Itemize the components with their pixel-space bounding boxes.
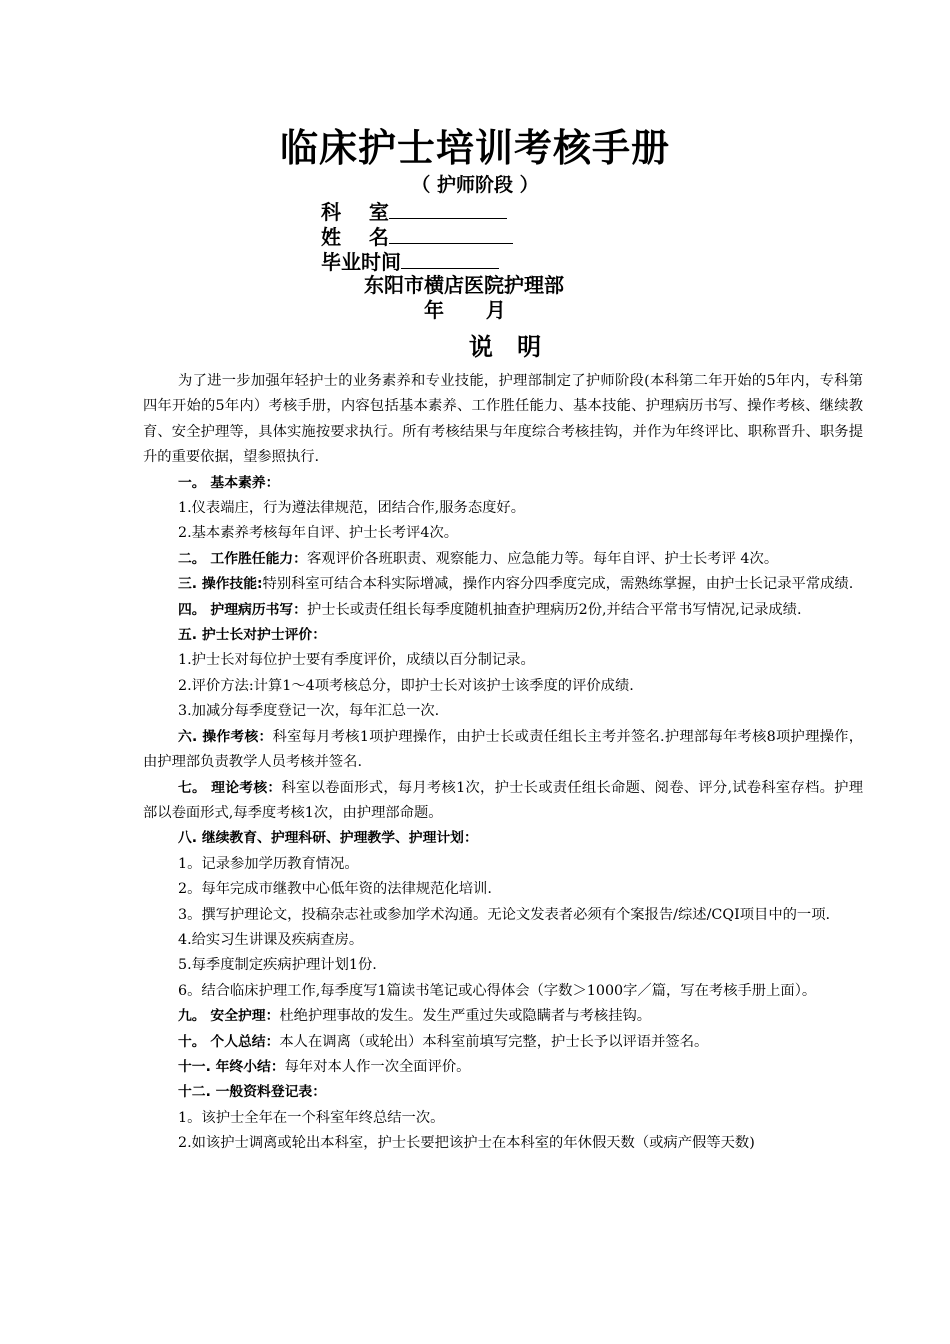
field-blank xyxy=(389,223,513,244)
instructions-body xyxy=(143,369,863,1157)
item-text: 1.仪表端庄，行为遵法律规范，团结合作,服务态度好。 xyxy=(178,500,526,517)
instruction-item xyxy=(143,852,863,877)
item-text: 2.评价方法:计算1～4项考核总分，即护士长对该护士该季度的评价成绩. xyxy=(178,677,634,694)
item-text: 客观评价各班职责、观察能力、应急能力等。每年自评、护士长考评 4次。 xyxy=(306,550,779,567)
instruction-item xyxy=(143,826,863,851)
section-heading: 说 明 xyxy=(468,333,550,361)
item-heading: 三. 操作技能: xyxy=(178,576,263,593)
field-label: 科 室 xyxy=(321,200,389,224)
instruction-item xyxy=(143,1055,863,1080)
item-heading: 十。 个人总结： xyxy=(178,1033,280,1050)
field-blank xyxy=(401,248,499,269)
item-text: 3。撰写护理论文，投稿杂志社或参加学术沟通。无论文发表者必须有个案报告/综述/CQI项目中的一项. xyxy=(178,906,831,923)
field-name xyxy=(321,223,513,250)
instruction-item xyxy=(143,699,863,724)
instruction-items xyxy=(143,471,863,1157)
item-text: 本人在调离（或轮出）本科室前填写完整，护士长予以评语并签名。 xyxy=(279,1033,709,1050)
date-line: 年 月 xyxy=(424,298,506,322)
item-heading: 六. 操作考核： xyxy=(178,728,273,745)
item-heading: 十二. 一般资料登记表： xyxy=(178,1084,327,1101)
item-heading: 九。 安全护理： xyxy=(178,1008,280,1025)
instruction-item xyxy=(143,953,863,978)
instruction-item xyxy=(143,776,863,827)
item-text: 2.如该护士调离或轮出本科室，护士长要把该护士在本科室的年休假天数（或病产假等天数) xyxy=(178,1135,755,1152)
item-text: 科室以卷面形式，每月考核1次，护士长或责任组长命题、阅卷、评分,试卷科室存档。护理部以卷面形式,每季度考核1次，由护理部命题。 xyxy=(143,779,863,821)
organization-name: 东阳市横店医院护理部 xyxy=(364,273,564,297)
document-subtitle: （ 护师阶段 ） xyxy=(411,174,539,196)
item-heading: 一。 基本素养： xyxy=(178,474,280,491)
instruction-item xyxy=(143,903,863,928)
item-text: 6。结合临床护理工作,每季度写1篇读书笔记或心得体会（字数＞1000字／篇，写在考核手册上面）。 xyxy=(178,982,817,999)
item-text: 2.基本素养考核每年自评、护士长考评4次。 xyxy=(178,525,459,542)
instruction-item xyxy=(143,598,863,623)
instruction-item xyxy=(143,1106,863,1131)
item-text: 5.每季度制定疾病护理计划1份. xyxy=(178,957,377,974)
item-text: 1.护士长对每位护士要有季度评价，成绩以百分制记录。 xyxy=(178,652,535,669)
item-text: 护士长或责任组长每季度随机抽查护理病历2份,并结合平常书写情况,记录成绩. xyxy=(306,601,802,618)
item-text: 1。该护士全年在一个科室年终总结一次。 xyxy=(178,1109,445,1126)
field-blank xyxy=(389,198,507,219)
item-text: 科室每月考核1项护理操作，由护士长或责任组长主考并签名.护理部每年考核8项护理操作，由护理部负责教学人员考核并签名. xyxy=(143,728,864,771)
instruction-item xyxy=(143,623,863,648)
item-text: 1。记录参加学历教育情况。 xyxy=(178,855,359,872)
item-heading: 四。 护理病历书写： xyxy=(178,601,307,618)
instruction-item xyxy=(143,725,863,776)
instruction-item xyxy=(143,1004,863,1029)
item-heading: 二。 工作胜任能力： xyxy=(178,550,307,567)
instruction-item xyxy=(143,928,863,953)
field-graduation-date xyxy=(321,248,499,275)
instruction-item xyxy=(143,877,863,902)
item-heading: 十一. 年终小结： xyxy=(178,1058,285,1075)
instruction-item xyxy=(143,547,863,572)
instruction-item xyxy=(143,674,863,699)
item-text: 2。每年完成市继教中心低年资的法律规范化培训. xyxy=(178,881,492,898)
field-label: 姓 名 xyxy=(321,225,389,249)
item-heading: 七。 理论考核： xyxy=(178,779,282,796)
item-text: 特别科室可结合本科实际增减，操作内容分四季度完成，需熟练掌握，由护士长记录平常成绩. xyxy=(262,576,854,593)
item-text: 4.给实习生讲课及疾病查房。 xyxy=(178,931,364,948)
instruction-item xyxy=(143,521,863,546)
instruction-item xyxy=(143,979,863,1004)
field-label: 毕业时间 xyxy=(321,250,401,274)
instruction-item xyxy=(143,496,863,521)
item-heading: 八. 继续教育、护理科研、护理教学、护理计划： xyxy=(178,830,478,847)
item-heading: 五. 护士长对护士评价： xyxy=(178,627,327,644)
field-department xyxy=(321,198,507,225)
document-title: 临床护士培训考核手册 xyxy=(279,126,670,170)
instruction-item xyxy=(143,1131,863,1156)
instruction-item xyxy=(143,1080,863,1105)
item-text: 3.加减分每季度登记一次，每年汇总一次. xyxy=(178,703,440,720)
instruction-item xyxy=(143,572,863,597)
instruction-item xyxy=(143,1030,863,1055)
instruction-item xyxy=(143,648,863,673)
item-text: 杜绝护理事故的发生。发生严重过失或隐瞒者与考核挂钩。 xyxy=(279,1008,652,1025)
item-text: 每年对本人作一次全面评价。 xyxy=(284,1058,471,1075)
intro-paragraph: 为了进一步加强年轻护士的业务素养和专业技能，护理部制定了护师阶段(本科第二年开始的5年内，专科第四年开始的5年内）考核手册，内容包括基本素养、工作胜任能力、基本技能、护理病历书写、操作考核、继续教育、安全护理等，具体实施按要求执行。所有考核结果与年度综合考核挂钩，并作为年终评比、职称晋升、职务提升的重要依据，望参照执行. xyxy=(143,373,863,466)
instruction-item xyxy=(143,471,863,496)
